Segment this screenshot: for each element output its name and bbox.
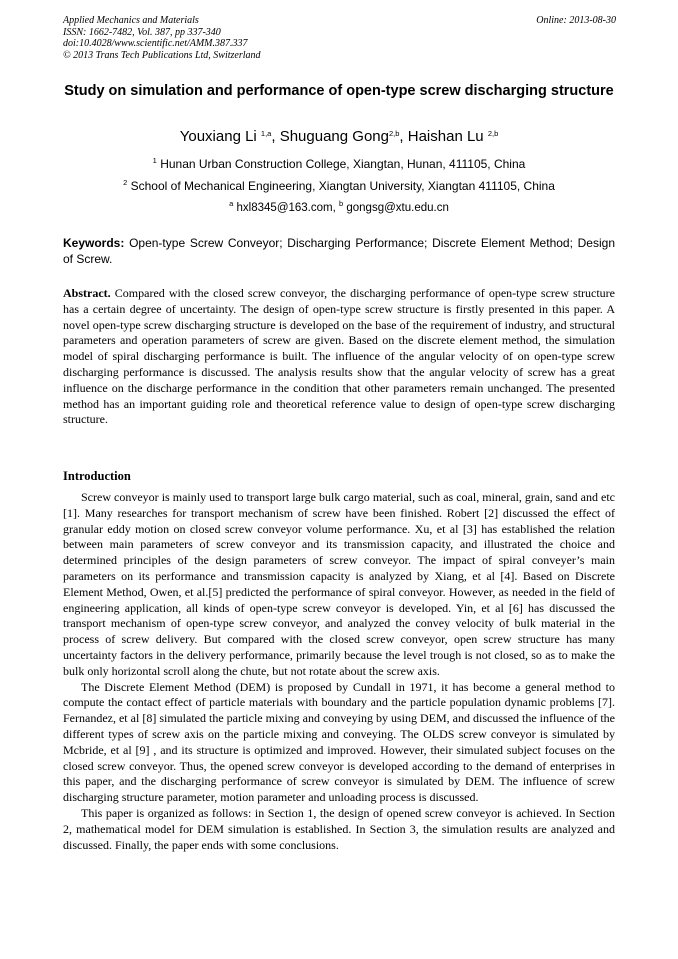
keywords-block [63, 235, 615, 267]
issn-line: ISSN: 1662-7482, Vol. 387, pp 337-340 [63, 26, 221, 38]
affiliation-2 [63, 179, 615, 193]
doi-line: doi:10.4028/www.scientific.net/AMM.387.337 [63, 38, 248, 49]
author-name: Haishan Lu [407, 128, 484, 145]
paragraph: This paper is organized as follows: in Section 1, the design of opened screw conveyor is achieved. In Section 2, mathematical model for DEM simulation is established. In Section 3, the simulation results are analyzed and discussed. Finally, the paper ends with some conclusions. [63, 805, 615, 852]
online-date: Online: 2013-08-30 [536, 15, 616, 26]
copyright-line: © 2013 Trans Tech Publications Ltd, Switzerland [63, 49, 261, 61]
keywords-text: Open-type Screw Conveyor; Discharging Performance; Discrete Element Method; Design of Screw. [63, 236, 615, 266]
affiliation-text: School of Mechanical Engineering, Xiangtan University, Xiangtan 411105, China [130, 179, 555, 193]
paragraph: Screw conveyor is mainly used to transport large bulk cargo material, such as coal, mineral, grain, sand and etc [1]. Many researches for transport mechanism of screw have been finished. Robert [2] discussed the effect of granular eddy motion on closed screw conveyor volume performance. Xu, et al [3] has established the relation between main parameters of screw conveyor and its transmission capacity, and illustrated the choice and determined principles of the design parameters of screw conveyor. The impact of spiral conveyer’s main parameters on its performance and transmission capacity is analyzed by Xiang, et al [4]. Based on Discrete Element Method, Owen, et al.[5] predicted the performance of spiral conveyor. However, as needed in the field of engineering application, all kinds of open-type screw conveyor is developed. Yin, et al [6] has discussed the transport mechanism of open-type screw conveyor, and analyzed the convey velocity of bulk material in the process of screw delivery. But compared with the closed screw conveyor, open screw structure has many uncertainty factors in the delivery performance, primarily because the level trough is not closed, so as to make the bulk only horizontal scroll along the chute, but not rotate about the screw axis. [63, 490, 615, 678]
email-sup: b [339, 199, 344, 208]
affiliation-text: Hunan Urban Construction College, Xiangtan, Hunan, 411105, China [160, 157, 526, 171]
section-heading-introduction: Introduction [63, 469, 131, 483]
author-name: Shuguang Gong [279, 128, 389, 145]
author-name: Youxiang Li [179, 128, 257, 145]
paragraph: The Discrete Element Method (DEM) is proposed by Cundall in 1971, it has become a general method to compute the contact effect of particle materials with boundary and the particle population dynamic problems [7]. Fernandez, et al [8] simulated the particle mixing and conveying by using DEM, and discussed the influence of the different types of screw axis on the particle mixing and conveying. The OLDS screw conveyor is simulated by Mcbride, et al [9] , and its structure is optimized and improved. However, their simulated subject focuses on the closed screw conveyor. Thus, the opened screw conveyor is developed according to the demand of enterprises in this paper, and the discharging performance of screw conveyor is simulated by DEM. The influence of screw discharging structure parameter, motion parameter and unloading process is discussed. [63, 679, 615, 805]
affiliation-sup: 1 [152, 156, 157, 165]
introduction-body [63, 490, 615, 853]
email-sup: a [229, 199, 234, 208]
journal-header [63, 15, 261, 61]
email-address: hxl8345@163.com, [236, 202, 336, 214]
email-address: gongsg@xtu.edu.cn [346, 202, 449, 214]
paper-title: Study on simulation and performance of open-type screw discharging structure [64, 83, 614, 99]
author-list: Youxiang Li $^{1,a}$, Shuguang Gong$^{2,b}$, Haishan Lu $^{2,b}$ [179, 128, 499, 145]
abstract-label: Abstract. [63, 286, 111, 300]
author-sup: 1,a [260, 129, 272, 138]
author-sup: 2,b [487, 129, 499, 138]
keywords-label: Keywords: [63, 236, 125, 250]
affiliation-1 [63, 157, 615, 171]
email-line [63, 201, 615, 215]
affiliation-sup: 2 [123, 178, 128, 187]
author-sup: 2,b [388, 129, 400, 138]
abstract-text: Compared with the closed screw conveyor, the discharging performance of open-type screw structure has a certain degree of uncertainty. The design of open-type screw structure is firstly presented in this paper. A novel open-type screw discharging structure is developed on the base of the requirement of industry, and structural parameters and operation parameters of screw are given. Based on the discrete element method, the simulation model of spiral discharging performance is built. The influence of the angular velocity of on open-type screw discharging performance is discussed. The analysis results show that the angular velocity of screw has a great influence on the discharge performance in the condition that other parameters remain unchanged. The presented method has an important guiding role and theoretical reference value to design of open-type screw discharging structure. [63, 286, 616, 427]
abstract-block [63, 286, 615, 428]
journal-name: Applied Mechanics and Materials [63, 15, 199, 26]
